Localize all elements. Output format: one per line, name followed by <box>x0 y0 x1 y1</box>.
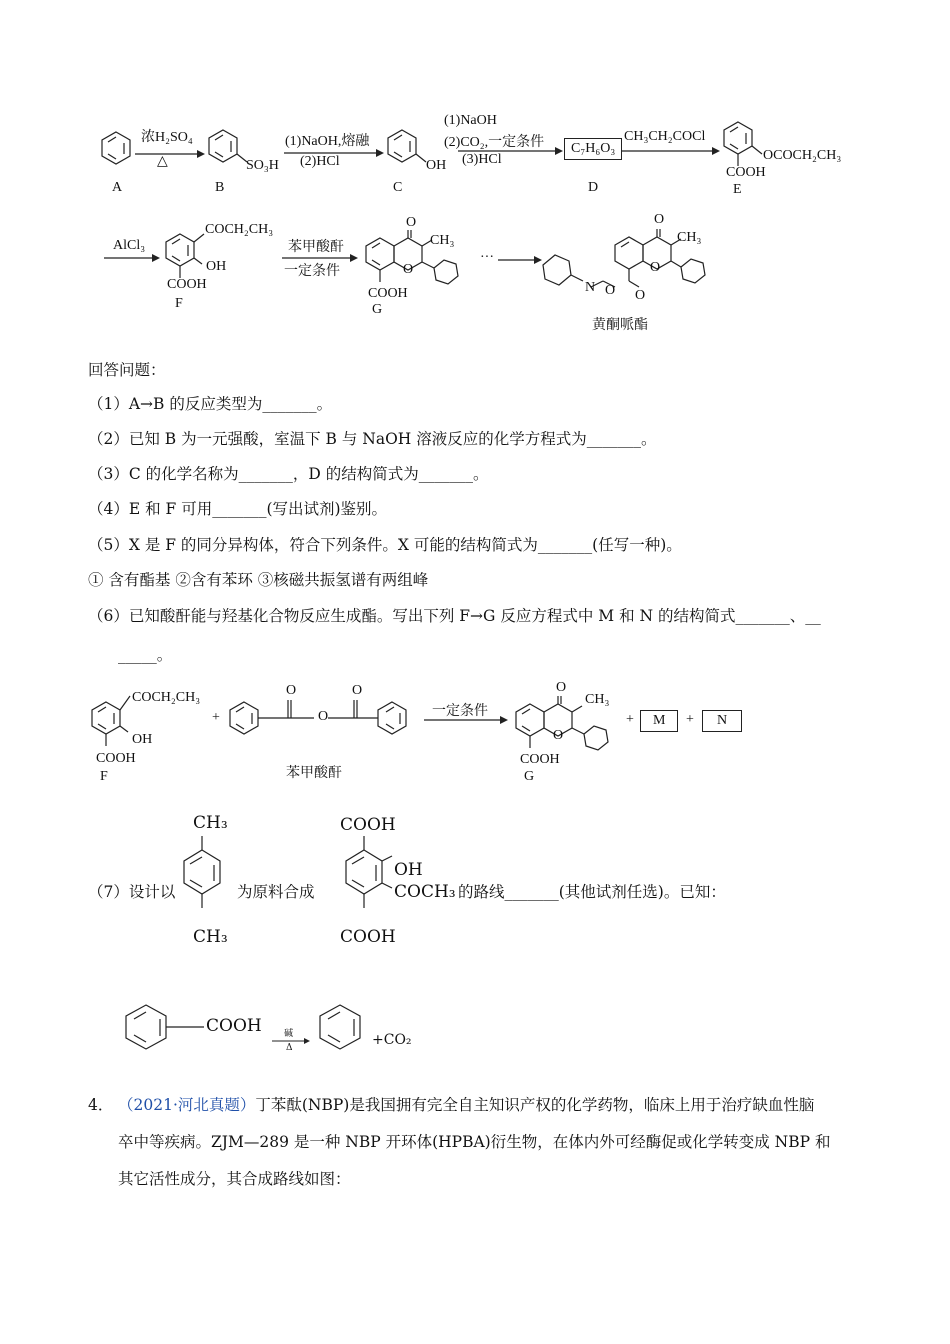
label-A: A <box>112 180 123 195</box>
s2-F-OH: OH <box>132 732 153 747</box>
flav-ester-O: O <box>605 283 616 298</box>
anhydride-O-top2: O <box>352 683 363 698</box>
xylene-CH3-top: CH₃ <box>193 813 228 833</box>
known-CO2: +CO₂ <box>372 1032 412 1048</box>
arrow1-bottom: △ <box>157 154 168 169</box>
known-COOH: COOH <box>206 1016 262 1036</box>
problem-4-number: 4． <box>88 1096 114 1114</box>
s2-plus-2: + <box>626 712 634 727</box>
problem-4-source[interactable]: （2021·河北真题） <box>118 1096 256 1114</box>
question-4: （4）E 和 F 可用_______(写出试剂)鉴别。 <box>88 500 388 518</box>
target-COOH-bottom: COOH <box>340 927 396 947</box>
xylene-CH3-bottom: CH₃ <box>193 927 228 947</box>
s2-F-label: F <box>100 769 108 784</box>
s2-G-O: O <box>556 680 567 695</box>
label-flavoxate: 黄酮哌酯 <box>592 318 648 333</box>
s2-G-COOH: COOH <box>520 752 560 767</box>
arrow4-top: CH₃CH₂COCl <box>624 129 706 144</box>
dots: ··· <box>480 250 494 265</box>
arrow5 <box>104 254 160 264</box>
arrow1-top: 浓H₂SO₄ <box>141 130 193 145</box>
known-arrow-top: 碱 <box>284 1029 294 1039</box>
flav-ring-O: O <box>650 260 661 275</box>
G-COOH: COOH <box>368 286 408 301</box>
question-6-line1: （6）已知酸酐能与羟基化合物反应生成酯。写出下列 F→G 反应方程式中 M 和 N 的结构简式_______、__ <box>88 607 821 625</box>
s2-arrow-top: 一定条件 <box>432 704 488 719</box>
arrow5-top: AlCl₃ <box>113 238 146 253</box>
target-COCH3: COCH₃ <box>394 882 456 902</box>
arrow3-line1: (1)NaOH <box>444 113 497 128</box>
s2-G-CH3: CH₃ <box>585 692 610 707</box>
C-OH: OH <box>426 158 447 173</box>
arrow6-bottom: 一定条件 <box>284 264 340 279</box>
label-D: D <box>588 180 599 195</box>
G-carbonyl-O: O <box>406 215 417 230</box>
s2-F-acyl: COCH₂CH₃ <box>132 690 201 705</box>
E-ester: OCOCH₂CH₃ <box>763 148 842 163</box>
s2-plus-1: + <box>212 710 220 725</box>
arrow2-top: (1)NaOH,熔融 <box>285 134 370 149</box>
E-COOH: COOH <box>726 165 766 180</box>
label-B: B <box>215 180 225 195</box>
problem-4-line2: 卒中等疾病。ZJM—289 是一种 NBP 开环体(HPBA)衍生物，在体内外可经酶促或化学转变成 NBP 和 <box>118 1133 831 1151</box>
s2-F-COOH: COOH <box>96 751 136 766</box>
flav-N: N <box>585 280 596 295</box>
p-xylene-structure <box>180 836 230 936</box>
s2-plus-3: + <box>686 712 694 727</box>
label-E: E <box>733 182 742 197</box>
intro: 回答问题： <box>88 361 166 379</box>
label-F: F <box>175 296 183 311</box>
question-5: （5）X 是 F 的同分异构体，符合下列条件。X 可能的结构简式为_______(任写一种)。 <box>88 536 682 554</box>
target-COOH-top: COOH <box>340 815 396 835</box>
B-SO3H: SO₃H <box>246 158 279 173</box>
anhydride-O-top: O <box>286 683 297 698</box>
target-OH: OH <box>394 860 423 880</box>
problem-4-line3: 其它活性成分，其合成路线如图： <box>118 1170 351 1188</box>
question-2: （2）已知 B 为一元强酸，室温下 B 与 NaOH 溶液反应的化学方程式为_______。 <box>88 430 657 448</box>
F-OH: OH <box>206 259 227 274</box>
N-box: N <box>702 710 742 732</box>
target-structure <box>336 836 396 936</box>
problem-4-line1 <box>118 1093 814 1115</box>
question-6-line2: _____。 <box>118 646 173 664</box>
arrow1 <box>135 150 205 160</box>
arrow3-line2: (2)CO₂,一定条件 <box>444 135 545 150</box>
label-C: C <box>393 180 403 195</box>
question-1: （1）A→B 的反应类型为_______。 <box>88 395 333 413</box>
anhydride-O-mid: O <box>318 709 329 724</box>
known-benzene-structure <box>318 1003 368 1053</box>
G-CH3: CH₃ <box>430 233 455 248</box>
s2-arrow <box>424 716 508 726</box>
flav-carbonyl-O: O <box>654 212 665 227</box>
q7-prefix: （7）设计以 <box>88 883 176 901</box>
arrow2-bottom: (2)HCl <box>300 154 340 169</box>
s2-G-label: G <box>524 769 535 784</box>
M-box: M <box>640 710 678 732</box>
question-3: （3）C 的化学名称为_______，D 的结构简式为_______。 <box>88 465 489 483</box>
arrow6-top: 苯甲酸酐 <box>288 240 344 255</box>
q7-middle: 为原料合成 <box>237 883 315 901</box>
F-COOH: COOH <box>167 277 207 292</box>
anhydride-label: 苯甲酸酐 <box>286 766 342 781</box>
q7-suffix: 的路线_______(其他试剂任选)。已知： <box>458 883 726 901</box>
G-ring-O: O <box>403 262 414 277</box>
s2-G-ring-O: O <box>553 728 564 743</box>
problem-4-text1: 丁苯酞(NBP)是我国拥有完全自主知识产权的化学药物，临床上用于治疗缺血性脑 <box>255 1096 815 1114</box>
F-acyl: COCH₂CH₃ <box>205 222 274 237</box>
arrow3-line3: (3)HCl <box>462 152 502 167</box>
flav-CH3: CH₃ <box>677 230 702 245</box>
label-G: G <box>372 302 383 317</box>
benzene-A-structure <box>100 132 140 172</box>
D-formula-box: C₇H₆O₃ <box>564 138 622 160</box>
known-arrow-bottom: Δ <box>286 1043 293 1053</box>
flav-ester-O2: O <box>635 288 646 303</box>
known-benzoic-acid-structure <box>124 1003 214 1053</box>
arrow4 <box>622 147 720 157</box>
question-5-conditions: ① 含有酯基 ②含有苯环 ③核磁共振氢谱有两组峰 <box>88 571 429 589</box>
